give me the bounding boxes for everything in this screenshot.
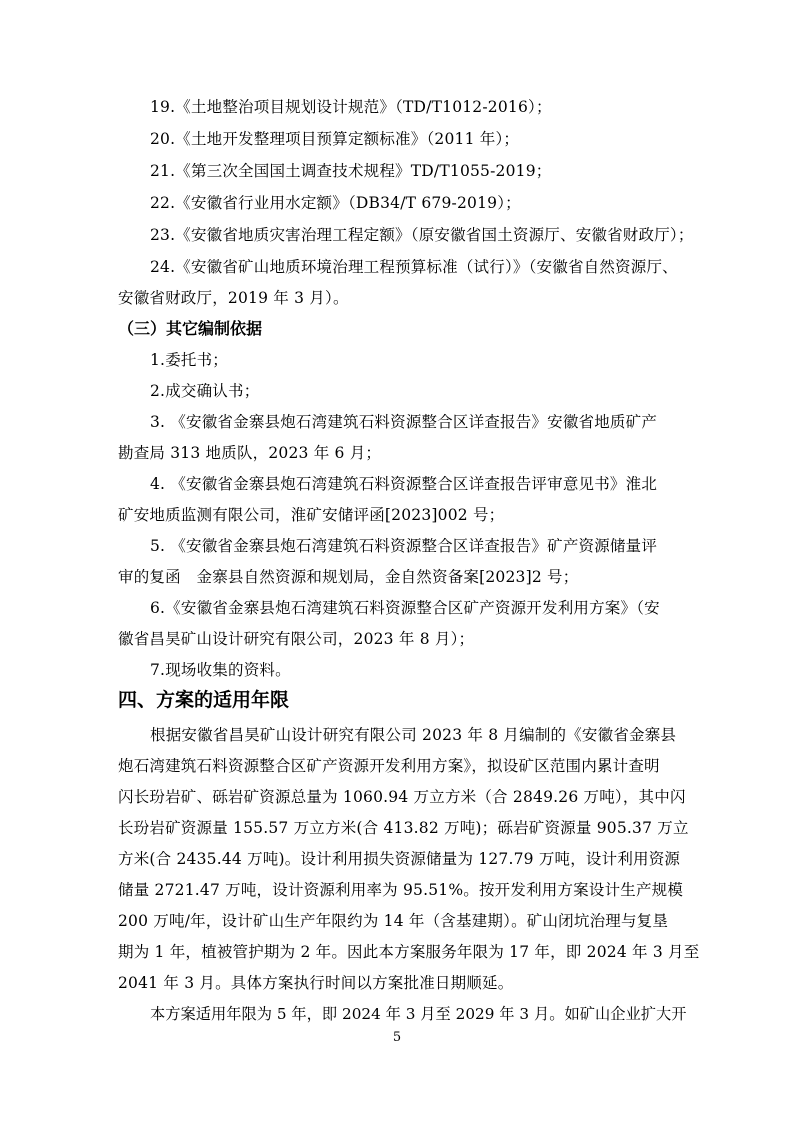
reference-item-21: 21.《第三次全国国土调查技术规程》TD/T1055-2019； — [150, 162, 552, 180]
paragraph-line: 炮石湾建筑石料资源整合区矿产资源开发利用方案》，拟设矿区范围内累计查明 — [118, 757, 660, 775]
basis-item-3: 3. 《安徽省金寨县炮石湾建筑石料资源整合区详查报告》安徽省地质矿产 — [150, 413, 658, 431]
reference-item-22: 22.《安徽省行业用水定额》（DB34/T 679-2019）； — [150, 194, 521, 212]
reference-item-24-continued: 安徽省财政厅，2019 年 3 月）。 — [118, 289, 349, 307]
paragraph-line: 方米(合 2435.44 万吨)。设计利用损失资源储量为 127.79 万吨，设计利用资源 — [118, 850, 681, 868]
page-number: 5 — [392, 1030, 402, 1045]
basis-item-6: 6.《安徽省金寨县炮石湾建筑石料资源整合区矿产资源开发利用方案》（安 — [150, 599, 660, 617]
basis-item-6-continued: 徽省昌昊矿山设计研究有限公司，2023 年 8 月）； — [118, 630, 475, 648]
paragraph-line: 闪长玢岩矿、砾岩矿资源总量为 1060.94 万立方米（合 2849.26 万吨），其中闪 — [118, 788, 686, 806]
basis-item-4-continued: 矿安地质监测有限公司，淮矿安储评函[2023]002 号； — [118, 506, 505, 524]
basis-item-4: 4. 《安徽省金寨县炮石湾建筑石料资源整合区详查报告评审意见书》淮北 — [150, 475, 658, 493]
basis-item-3-continued: 勘查局 313 地质队，2023 年 6 月； — [118, 444, 382, 462]
paragraph-line: 200 万吨/年，设计矿山生产年限约为 14 年（含基建期）。矿山闭坑治理与复垦 — [118, 912, 669, 930]
subsection-heading: （三）其它编制依据 — [118, 319, 263, 338]
reference-item-19: 19.《土地整治项目规划设计规范》（TD/T1012-2016）； — [150, 98, 552, 116]
paragraph-line: 长玢岩矿资源量 155.57 万立方米(合 413.82 万吨)；砾岩矿资源量 905.37 万立 — [118, 819, 689, 837]
paragraph-line: 本方案适用年限为 5 年，即 2024 年 3 月至 2029 年 3 月。如矿山企业扩大开 — [150, 1005, 687, 1023]
paragraph-line: 根据安徽省昌昊矿山设计研究有限公司 2023 年 8 月编制的《安徽省金寨县 — [150, 726, 677, 744]
paragraph-line: 2041 年 3 月。具体方案执行时间以方案批准日期顺延。 — [118, 974, 514, 992]
reference-item-20: 20.《土地开发整理项目预算定额标准》（2011 年）； — [150, 130, 520, 148]
basis-item-5-continued: 审的复函 金寨县自然资源和规划局，金自然资备案[2023]2 号； — [118, 568, 579, 586]
reference-item-23: 23.《安徽省地质灾害治理工程定额》（原安徽省国土资源厅、安徽省财政厅）； — [150, 226, 694, 244]
paragraph-line: 储量 2721.47 万吨，设计资源利用率为 95.51%。按开发利用方案设计生产规模 — [118, 881, 684, 899]
paragraph-line: 期为 1 年，植被管护期为 2 年。因此本方案服务年限为 17 年，即 2024 年 3 月至 — [118, 943, 700, 961]
basis-item-1: 1.委托书； — [150, 351, 228, 369]
section-heading: 四、方案的适用年限 — [118, 689, 290, 711]
basis-item-5: 5. 《安徽省金寨县炮石湾建筑石料资源整合区详查报告》矿产资源储量评 — [150, 537, 658, 555]
reference-item-24: 24.《安徽省矿山地质环境治理工程预算标准（试行）》（安徽省自然资源厅、 — [150, 258, 678, 276]
basis-item-2: 2.成交确认书； — [150, 382, 260, 400]
basis-item-7: 7.现场收集的资料。 — [150, 661, 291, 679]
